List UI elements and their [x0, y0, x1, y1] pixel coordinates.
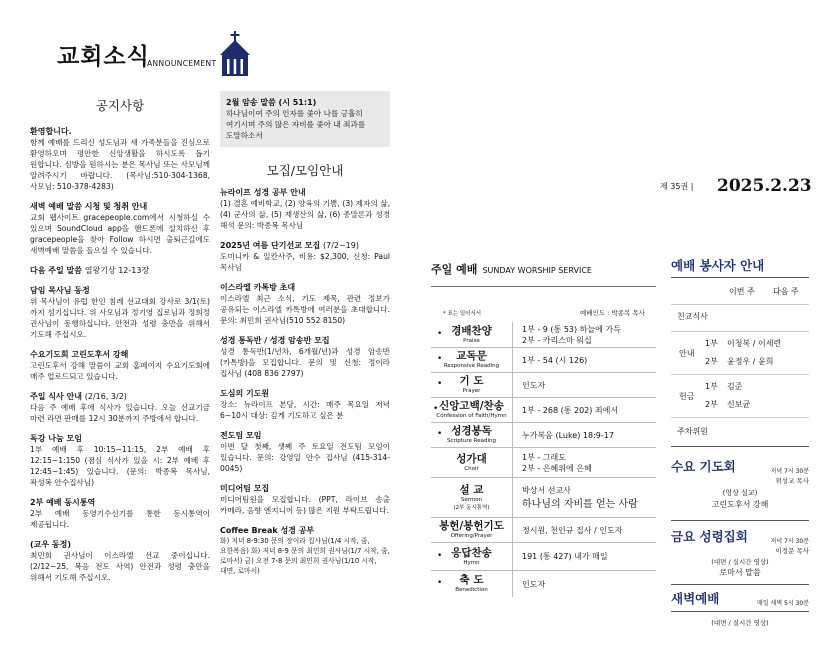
worship-row [431, 477, 656, 517]
church-icon [217, 31, 253, 77]
divider [671, 417, 809, 418]
fri-title: 금요 성령집회 [671, 529, 748, 544]
star-marker: • [437, 354, 443, 364]
notice-heading: 수요기도회 고린도후서 강해 [30, 350, 129, 359]
volunteers-title: 예배 봉사자 안내 [671, 258, 765, 273]
bulletin-subtitle: ANNOUNCEMENT [147, 59, 217, 68]
fri-text: 로마서 말씀 [719, 568, 761, 577]
star-marker: • [437, 328, 443, 339]
worship-item-en: Hymn [463, 559, 480, 566]
worship-title-en: SUNDAY WORSHIP SERVICE [482, 266, 592, 275]
notice-body: 2부 예배 동영기수신기를 통한 동시통역이 제공됩니다. [30, 509, 210, 529]
wed-time: 저녁 7시 30분 [770, 468, 809, 475]
part-label: 1부 [705, 339, 718, 348]
worship-item-text: 인도자 [522, 380, 546, 390]
offering-label: 헌금 [679, 391, 695, 401]
notice-heading: 환영합니다. [30, 127, 72, 136]
dawn-title: 새벽예배 [671, 591, 720, 606]
worship-item-en: Benediction [455, 587, 488, 593]
wed-title: 수요 기도회 [671, 459, 736, 474]
notice-heading: (교우 동정) [30, 540, 72, 549]
recruit-heading: 이스라엘 카톡방 초대 [220, 283, 296, 292]
worship-item-label: 봉헌/봉헌기도 [439, 520, 504, 532]
recruit-body: (1) 결혼 예비학교, (2) 양육의 기쁨, (3) 제자의 삶, (4) 군사의 삶, (5) 재생산의 삶, (6) 종말론과 성경 해석 문의: 박종복 목사님 [220, 199, 390, 230]
parking-label: 주차위원 [677, 427, 708, 436]
divider [671, 277, 809, 278]
recruit-heading: 2025년 여름 단기선교 모집 [220, 241, 321, 250]
recruit-heading-note: (7/2~19) [322, 241, 359, 250]
memory-verse-box [220, 91, 390, 147]
issue-number: 제 35권 | [660, 182, 694, 191]
worship-item-label: 교독문 [456, 350, 487, 362]
fri-note: (대면 / 실시간 영상) [711, 558, 769, 566]
worship-item-en: Confession of Faith/Hymn [436, 413, 507, 419]
worship-row [431, 372, 656, 397]
recruit-item [220, 187, 390, 231]
fri-leader: 이정문 목사 [775, 547, 809, 555]
worship-item-en: (2부 동시통역) [453, 504, 490, 511]
recruit-heading: 도심의 기도원 [220, 389, 270, 398]
worship-item-label: 경배찬양 [451, 324, 492, 337]
recruit-heading: 전도팀 모임 [220, 431, 262, 440]
divider [671, 520, 809, 521]
divider [431, 286, 656, 287]
this-week-label: 이번 주 [729, 287, 755, 296]
notice-item [30, 265, 210, 276]
recruit-body: 성경 통독반(1/년차, 6개월/년)과 성경 암송반 (카톡방)을 모집합니다. 문의 및 신청: 정이라 집사님 (408 836 2797) [220, 347, 390, 378]
usher-group [671, 335, 809, 371]
notice-heading: 주일 식사 안내 [30, 392, 82, 401]
divider [671, 304, 809, 305]
notice-heading: 다음 주일 말씀 [30, 266, 82, 275]
offering-group [671, 378, 809, 414]
worship-item-en: Scripture Reading [446, 438, 497, 444]
part-label: 1부 [705, 382, 718, 391]
notices-title: 공지사항 [95, 98, 145, 113]
recruit-item [220, 388, 390, 421]
worship-item-en: Offering/Prayer [450, 533, 493, 539]
worship-row [431, 542, 656, 570]
notice-inline: 열왕기상 12-13장 [84, 266, 150, 275]
standing-note: * 표는 일어서서 [443, 311, 482, 317]
recruit-item [220, 483, 390, 516]
notice-heading: 새벽 예배 말씀 시청 및 청취 안내 [30, 202, 148, 211]
recruit-heading: 미디어팀 모집 [220, 484, 270, 493]
part-label: 2부 [705, 357, 718, 366]
worship-item-text: 2부 - 카리스마 워십 [522, 335, 592, 345]
worship-row [431, 517, 656, 542]
worship-item-text: 박상서 선교사 [522, 485, 571, 495]
usher-names: 윤정우 / 윤희 [727, 357, 774, 366]
recruit-heading: 뉴라이프 성경 공부 안내 [220, 188, 306, 197]
meal-label: 친교식사 [677, 312, 708, 321]
dawn-time: 매일 새벽 5시 30분 [757, 600, 809, 607]
notice-body: 고린도후서 강해 말씀이 교회 홈페이지 수요기도회에 매주 업로드되고 있습니다. [30, 361, 210, 381]
worship-item-text: 누가복음 (Luke) 18:9-17 [522, 430, 614, 440]
fri-header [671, 527, 809, 545]
notice-body: 다음 주 예배 후에 식사가 있습니다. 오늘 선교기금 마련 라면 판매를 12시 30분까지 주방에서 합니다. [30, 403, 210, 423]
star-marker: • [437, 379, 443, 389]
worship-row [431, 422, 656, 447]
notice-heading: 담임 목사님 동정 [30, 286, 90, 295]
notice-heading: 2부 예배 동시통역 [30, 498, 96, 507]
worship-row [431, 322, 656, 347]
worship-item-label: 신앙고백/찬송 [439, 400, 504, 412]
worship-order-table [431, 322, 656, 597]
star-marker: • [433, 404, 439, 414]
recruit-body: 미디어팀원을 모집합니다. (PPT, 라이브 송출 카메라, 음향 엔지니어 등) 많은 지원 부탁드립니다. [220, 495, 390, 515]
usher-names: 이청복 / 이세련 [727, 339, 782, 348]
notice-body: 함께 예배를 드리신 성도님과 새 가족분들을 진심으로 환영하오며 평안한 신앙생활을 하시도록 돕기 원합니다. 심방을 원하시는 분은 목사님 또는 사모님께 알려주시기 바랍니다. (목사님:510-304-1368, 사모님: 510-378-4283) [30, 138, 210, 191]
divider [671, 611, 809, 612]
notice-item [30, 391, 210, 424]
worship-item-text: 1부 - 그래도 [522, 452, 566, 462]
worship-item-label: 성경봉독 [451, 425, 492, 437]
divider [671, 331, 809, 332]
worship-item-text: 정시원, 천인규 집사 / 인도자 [522, 525, 623, 535]
worship-item-text: 1부 - 9 (통 53) 하늘에 가득 [522, 324, 621, 334]
worship-item-en: Responsive Reading [443, 363, 500, 369]
recruit-heading: 성경 통독반 / 성경 암송반 모집 [220, 336, 330, 345]
recruit-title: 모집/모임안내 [266, 163, 344, 178]
notice-body: 최민희 권사님이 이스라엘 선교 중이십니다. (2/12~25, 복음 전도 사역) 안전과 성령 충만을 위해서 기도해 주십시오. [30, 551, 210, 582]
worship-row [431, 447, 656, 477]
worship-header [431, 258, 592, 277]
next-week-label: 다음 주 [773, 287, 799, 296]
recruit-item [220, 282, 390, 326]
worship-item-text: 1부 - 54 (시 126) [522, 355, 588, 365]
worship-item-text: 191 (통 427) 내가 매일 [522, 552, 608, 561]
recruit-section [220, 91, 390, 576]
notice-item [30, 539, 210, 583]
issue-date: 2025.2.23 [717, 176, 812, 196]
worship-item-label: 응답찬송 [451, 546, 492, 559]
usher-label: 안내 [679, 348, 695, 358]
divider [671, 446, 809, 447]
worship-row [431, 397, 656, 422]
worship-item-text: 하나님의 자비를 얻는 사람 [522, 498, 638, 510]
dawn-header [671, 589, 809, 607]
part-label: 2부 [705, 400, 718, 409]
worship-item-en: Sermon [460, 496, 483, 503]
notice-item [30, 497, 210, 530]
notice-item [30, 433, 210, 488]
worship-row [431, 570, 656, 597]
recruit-body: 이번 달 첫째, 셋째 주 토요일 전도팀 모임이 있습니다. 문의: 강영일 안수 집사님 (415-314-0045) [220, 442, 390, 473]
worship-leader-note: 예배인도 : 박종복 목사 [580, 309, 645, 317]
worship-item-label: 축 도 [459, 574, 484, 586]
notice-body: 교회 웹사이트 gracepeople.com에서 시청하실 수 있으며 SoundCloud app을 핸드폰에 설치하신 후 gracepeople을 찾아 Follow 하시면 출퇴근길에도 새벽예배 말씀을 들으실 수 있습니다. [30, 213, 210, 255]
star-marker: • [437, 578, 443, 588]
wed-leader: 위성교 목사 [775, 477, 809, 485]
notice-body: 1부 예배 후 10:15~11:15, 2부 예배 후 12:15~1:150 (점심 식사가 있을 시: 2부 예배 후 12:45~1:45) 있습니다. (문의: 박종복 목사님, 곽성복 안수집사님) [30, 445, 210, 487]
worship-item-en: Prayer [462, 388, 481, 394]
recruit-body: 장소: 뉴라이프 본당, 시간: 매주 목요일 저녁 6~10시 대상: 깊게 기도하고 싶은 분 [220, 400, 390, 420]
worship-item-label: 성가대 [456, 452, 487, 465]
worship-title: 주일 예배 [431, 263, 478, 276]
memory-verse-text: 하나님이여 주의 인자를 좇아 나를 긍휼히 여기시며 주의 많은 자비를 좇아 내 죄과를 도말하소서 [226, 109, 366, 140]
notice-item [30, 201, 210, 256]
wed-header [671, 457, 809, 475]
recruit-heading: Coffee Break 성경 공부 [220, 526, 315, 535]
memory-verse-title: 2월 암송 말씀 (시 51:1) [226, 98, 317, 107]
worship-item-label: 기 도 [459, 375, 484, 387]
fri-time: 저녁 7시 30분 [770, 538, 809, 545]
star-marker: • [437, 429, 443, 439]
worship-item-en: Praise [463, 337, 480, 344]
bulletin-title: 교회소식 [57, 44, 150, 70]
wed-note: (영상 설교) [722, 489, 758, 497]
recruit-item [220, 240, 390, 273]
recruit-body: 이스라엘 최근 소식, 기도 제목, 관련 정보가 공유되는 이스라엘 카톡방에 여러분을 초대합니다. 문의: 최민희 권사님(510 552 8150) [220, 294, 390, 325]
worship-item-en: Choir [464, 465, 479, 472]
notice-heading: 독강 나눔 모임 [30, 434, 82, 443]
notices-section [30, 96, 210, 583]
divider [671, 584, 809, 585]
recruit-item [220, 525, 390, 576]
notice-body: 위 목사님이 유럽 한인 침례 선교대회 강사로 3/1(토)까지 섬기십니다. 위 사모님과 정기영 집로님과 정희정 권사님이 동행하십니다. 안전과 성령 충만을 위해서 기도해 주십시오. [30, 297, 210, 339]
offering-names: 김준 [727, 382, 743, 391]
recruit-item [220, 430, 390, 474]
worship-item-text: 인도자 [522, 579, 546, 589]
offering-names: 신보균 [727, 400, 751, 409]
worship-item-label: 설 교 [459, 483, 484, 496]
volunteers-section [671, 256, 809, 627]
worship-row [431, 347, 656, 372]
worship-item-text: 1부 - 268 (통 202) 죄에서 [522, 405, 619, 415]
recruit-body: 도미니카 & 일칸사주, 비용: $2,300, 신청: Paul 목사님 [220, 252, 390, 272]
notice-heading-note: (2/16, 3/2) [84, 392, 127, 401]
notice-item [30, 349, 210, 382]
star-marker: • [437, 550, 443, 561]
recruit-item [220, 335, 390, 379]
dawn-note: (대면 / 실시간 영상) [711, 619, 769, 627]
notice-item [30, 285, 210, 340]
wed-text: 고린도후서 강해 [711, 500, 769, 509]
divider [671, 374, 809, 375]
volunteer-header-row [671, 286, 809, 297]
notice-item [30, 126, 210, 192]
worship-item-text: 2부 - 은혜위에 은혜 [522, 463, 592, 473]
recruit-body: 화) 저녁 8-9:30 문의 장이라 집사님(1/4 시작, 줌, 요한복음) 화) 저녁 8-9 문의 최민희 권사님(1/7 시작, 줌, 로마서) 금) 오전 7-8 문의 최민희 권사님(1/10 시작, 대면, 로마서) [220, 537, 390, 575]
